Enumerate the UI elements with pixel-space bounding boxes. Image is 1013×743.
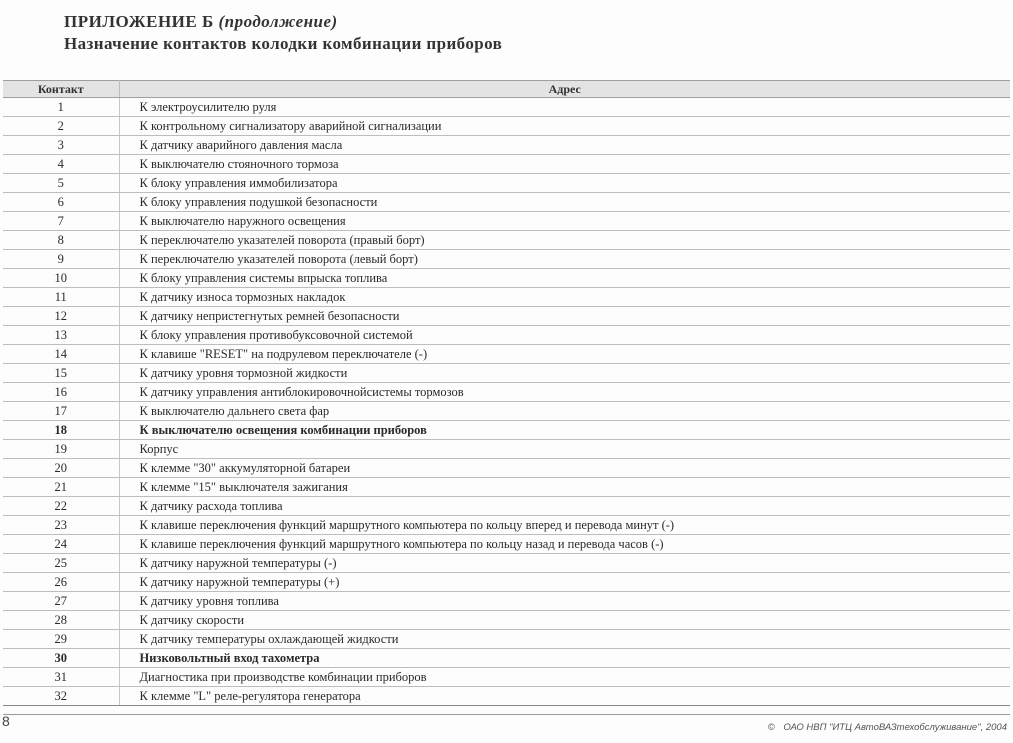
contact-address: К клемме "30" аккумуляторной батареи	[119, 459, 1010, 478]
table-row	[3, 516, 1010, 535]
contact-number: 8	[3, 231, 119, 250]
table-row	[3, 155, 1010, 174]
table-row	[3, 497, 1010, 516]
table-row	[3, 383, 1010, 402]
contact-address: К выключателю освещения комбинации приборов	[119, 421, 1010, 440]
table-row	[3, 98, 1010, 117]
contact-number: 12	[3, 307, 119, 326]
table-row	[3, 250, 1010, 269]
contact-number: 31	[3, 668, 119, 687]
contact-address: К датчику непристегнутых ремней безопасности	[119, 307, 1010, 326]
contact-address: К блоку управления иммобилизатора	[119, 174, 1010, 193]
table-row	[3, 307, 1010, 326]
copyright-notice	[768, 722, 1007, 733]
contact-address: К электроусилителю руля	[119, 98, 1010, 117]
copyright-icon: ©	[767, 722, 775, 733]
contact-number: 17	[3, 402, 119, 421]
contact-address: К выключателю стояночного тормоза	[119, 155, 1010, 174]
contact-address: К клемме "15" выключателя зажигания	[119, 478, 1010, 497]
contact-address: Низковольтный вход тахометра	[119, 649, 1010, 668]
copyright-text: ОАО НВП "ИТЦ АвтоВАЗтехобслуживание", 2004	[783, 722, 1007, 733]
table-row	[3, 269, 1010, 288]
contact-address: К блоку управления подушкой безопасности	[119, 193, 1010, 212]
contact-number: 25	[3, 554, 119, 573]
table-row	[3, 174, 1010, 193]
table-row	[3, 440, 1010, 459]
contact-address: К контрольному сигнализатору аварийной сигнализации	[119, 117, 1010, 136]
contact-address: К клавише "RESET" на подрулевом переключателе (-)	[119, 345, 1010, 364]
contact-number: 15	[3, 364, 119, 383]
table-row	[3, 326, 1010, 345]
contact-address: К выключателю дальнего света фар	[119, 402, 1010, 421]
table-row	[3, 212, 1010, 231]
page-subtitle: Назначение контактов колодки комбинации приборов	[64, 34, 503, 53]
table-row	[3, 288, 1010, 307]
table-row	[3, 592, 1010, 611]
appendix-continuation: (продолжение)	[218, 12, 338, 31]
contact-address: К клавише переключения функций маршрутного компьютера по кольцу назад и перевода часов (-)	[119, 535, 1010, 554]
contact-number: 4	[3, 155, 119, 174]
table-row	[3, 459, 1010, 478]
contact-address: Корпус	[119, 440, 1010, 459]
table-row	[3, 687, 1010, 706]
contact-number: 13	[3, 326, 119, 345]
table-row	[3, 345, 1010, 364]
contact-address: К блоку управления противобуксовочной системой	[119, 326, 1010, 345]
table-row	[3, 364, 1010, 383]
contact-address: К клавише переключения функций маршрутного компьютера по кольцу вперед и перевода минут (-)	[119, 516, 1010, 535]
table-row	[3, 668, 1010, 687]
contact-address: К переключателю указателей поворота (правый борт)	[119, 231, 1010, 250]
table-body	[3, 98, 1010, 706]
contact-address: К датчику скорости	[119, 611, 1010, 630]
contact-address: К переключателю указателей поворота (левый борт)	[119, 250, 1010, 269]
table-row	[3, 649, 1010, 668]
table-row	[3, 554, 1010, 573]
column-header-contact: Контакт	[3, 81, 119, 98]
contact-address: К датчику наружной температуры (+)	[119, 573, 1010, 592]
page-title	[64, 11, 502, 33]
contact-number: 20	[3, 459, 119, 478]
table-row	[3, 231, 1010, 250]
table-row	[3, 478, 1010, 497]
contact-number: 29	[3, 630, 119, 649]
contact-number: 2	[3, 117, 119, 136]
contact-number: 23	[3, 516, 119, 535]
contact-number: 11	[3, 288, 119, 307]
column-header-address: Адрес	[119, 81, 1010, 98]
table-row	[3, 611, 1010, 630]
table-row	[3, 136, 1010, 155]
contact-number: 30	[3, 649, 119, 668]
contact-address: К блоку управления системы впрыска топлива	[119, 269, 1010, 288]
contact-address: К выключателю наружного освещения	[119, 212, 1010, 231]
contact-number: 22	[3, 497, 119, 516]
footer-divider	[3, 714, 1010, 715]
contact-address: К датчику расхода топлива	[119, 497, 1010, 516]
contact-number: 21	[3, 478, 119, 497]
table-header-row	[3, 81, 1010, 98]
contact-address: К клемме "L" реле-регулятора генератора	[119, 687, 1010, 706]
contact-number: 3	[3, 136, 119, 155]
contact-number: 1	[3, 98, 119, 117]
contact-number: 5	[3, 174, 119, 193]
contact-number: 32	[3, 687, 119, 706]
table-row	[3, 193, 1010, 212]
table-row	[3, 421, 1010, 440]
table-row	[3, 535, 1010, 554]
contact-address: Диагностика при производстве комбинации приборов	[119, 668, 1010, 687]
table-row	[3, 117, 1010, 136]
contact-number: 18	[3, 421, 119, 440]
contact-address: К датчику уровня топлива	[119, 592, 1010, 611]
contact-number: 7	[3, 212, 119, 231]
contact-number: 14	[3, 345, 119, 364]
page-number: 8	[2, 713, 10, 729]
contact-number: 9	[3, 250, 119, 269]
contact-address: К датчику температуры охлаждающей жидкости	[119, 630, 1010, 649]
contact-address: К датчику наружной температуры (-)	[119, 554, 1010, 573]
contact-number: 10	[3, 269, 119, 288]
contact-address: К датчику управления антиблокировочнойсистемы тормозов	[119, 383, 1010, 402]
contact-number: 27	[3, 592, 119, 611]
appendix-label: ПРИЛОЖЕНИЕ Б	[64, 12, 214, 31]
table-row	[3, 402, 1010, 421]
contact-number: 26	[3, 573, 119, 592]
contact-address: К датчику аварийного давления масла	[119, 136, 1010, 155]
contact-number: 19	[3, 440, 119, 459]
contact-number: 24	[3, 535, 119, 554]
contact-number: 28	[3, 611, 119, 630]
table-row	[3, 573, 1010, 592]
contact-address: К датчику уровня тормозной жидкости	[119, 364, 1010, 383]
page-heading	[64, 11, 502, 55]
table-row	[3, 630, 1010, 649]
contact-address: К датчику износа тормозных накладок	[119, 288, 1010, 307]
contacts-table	[3, 80, 1010, 706]
contact-number: 16	[3, 383, 119, 402]
contact-number: 6	[3, 193, 119, 212]
